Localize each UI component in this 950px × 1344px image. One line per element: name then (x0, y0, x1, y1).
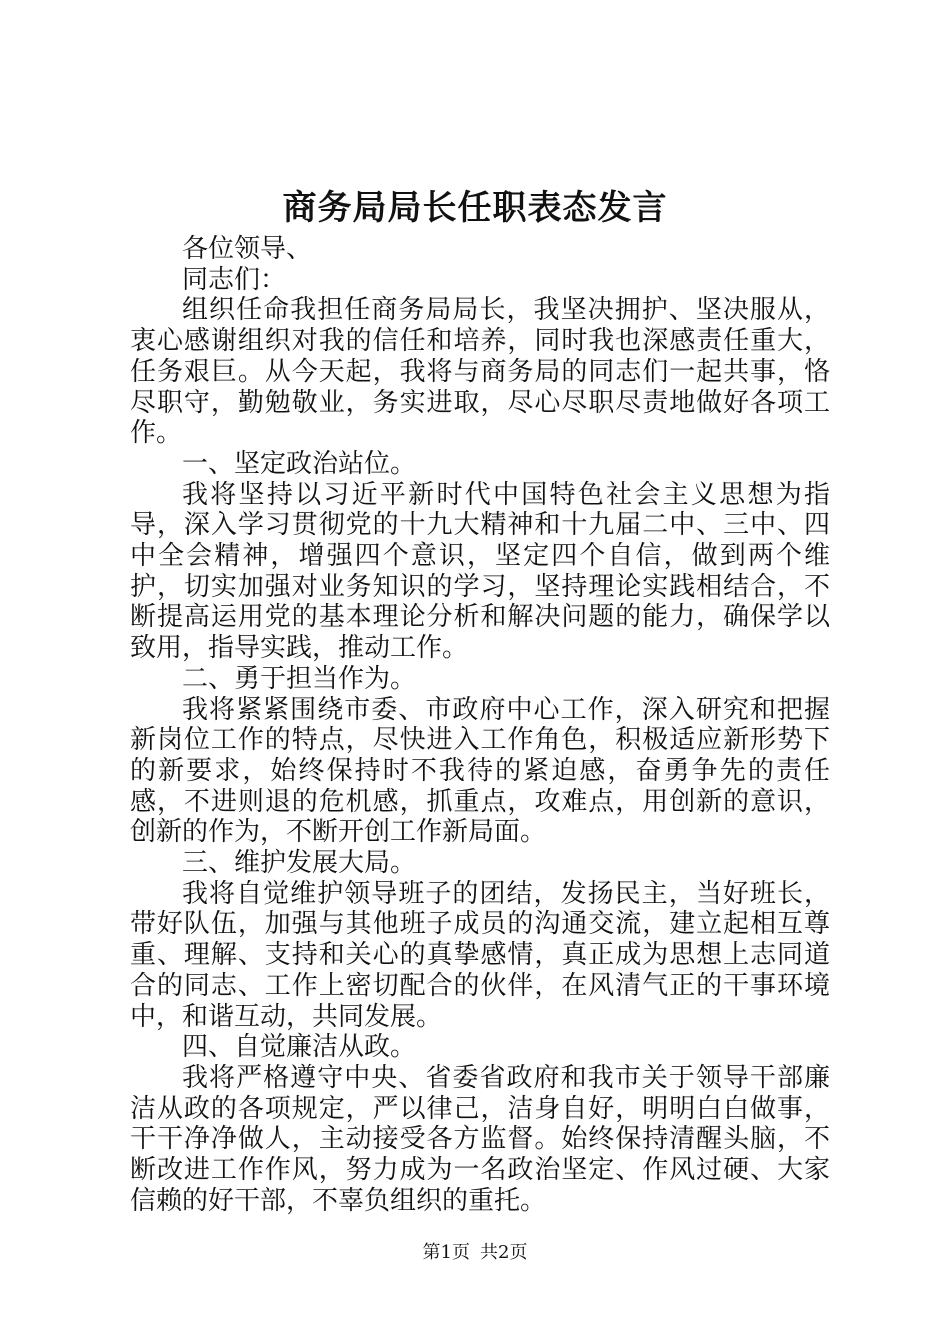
page-number: 第1页 (422, 1242, 470, 1263)
section-paragraph-4: 我将严格遵守中央、省委省政府和我市关于领导干部廉洁从政的各项规定，严以律己，洁身自好，明明白白做事，干干净净做人，主动接受各方监督。始终保持清醒头脑，不断改进工作作风，努力成为一名政治坚定、作风过硬、大家信赖的好干部，不辜负组织的重托。 (130, 1062, 830, 1216)
salutation-line-1: 各位领导、 (182, 234, 313, 264)
page-total: 共2页 (480, 1242, 528, 1263)
section-heading-1: 一、坚定政治站位。 (182, 448, 417, 479)
section-heading-2: 二、勇于担当作为。 (182, 663, 417, 694)
section-paragraph-2: 我将紧紧围绕市委、市政府中心工作，深入研究和把握新岗位工作的特点，尽快进入工作角色，积极适应新形势下的新要求，始终保持时不我待的紧迫感，奋勇争先的责任感，不进则退的危机感，抓重点，攻难点，用创新的意识，创新的作为，不断开创工作新局面。 (130, 694, 830, 848)
section-paragraph-3: 我将自觉维护领导班子的团结，发扬民主，当好班长，带好队伍，加强与其他班子成员的沟通交流，建立起相互尊重、理解、支持和关心的真挚感情，真正成为思想上志同道合的同志、工作上密切配合的伙伴，在风清气正的干事环境中，和谐互动，共同发展。 (130, 878, 830, 1032)
salutation-line-2: 同志们： (182, 264, 287, 295)
document-body (130, 234, 830, 1217)
section-heading-4: 四、自觉廉洁从政。 (182, 1032, 417, 1063)
section-heading-3: 三、维护发展大局。 (182, 848, 417, 879)
section-paragraph-1: 我将坚持以习近平新时代中国特色社会主义思想为指导，深入学习贯彻党的十九大精神和十九届二中、三中、四中全会精神，增强四个意识，坚定四个自信，做到两个维护，切实加强对业务知识的学习，坚持理论实践相结合，不断提高运用党的基本理论分析和解决问题的能力，确保学以致用，指导实践，推动工作。 (130, 479, 830, 664)
page-footer (0, 1241, 950, 1265)
document-title: 商务局局长任职表态发言 (282, 188, 668, 228)
intro-paragraph: 组织任命我担任商务局局长，我坚决拥护、坚决服从，衷心感谢组织对我的信任和培养，同时我也深感责任重大，任务艰巨。从今天起，我将与商务局的同志们一起共事，恪尽职守，勤勉敬业，务实进取，尽心尽职尽责地做好各项工作。 (130, 295, 830, 449)
